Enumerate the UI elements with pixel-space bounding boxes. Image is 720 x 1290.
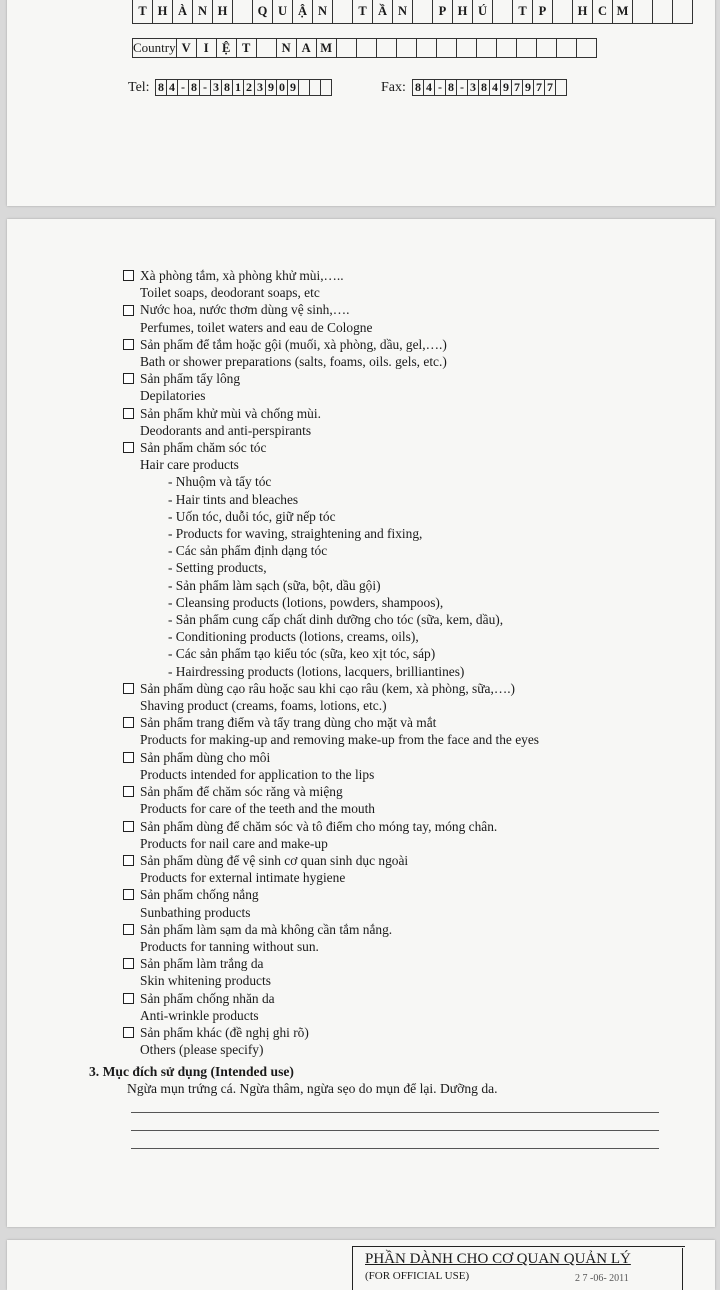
char-cell: 2 bbox=[244, 80, 255, 96]
char-cell bbox=[536, 39, 556, 58]
product-type-vi-row bbox=[123, 749, 693, 766]
product-type-label-en: Products for making-up and removing make-up from the face and the eyes bbox=[140, 732, 539, 748]
char-cell: C bbox=[593, 0, 613, 24]
char-cell bbox=[653, 0, 673, 24]
checkbox-icon[interactable] bbox=[123, 924, 134, 935]
product-type-item bbox=[123, 301, 693, 335]
product-type-item bbox=[123, 336, 693, 370]
product-type-vi-row bbox=[123, 680, 693, 697]
product-type-label-en: Products intended for application to the lips bbox=[140, 766, 375, 782]
char-cell: T bbox=[236, 39, 256, 58]
product-type-item bbox=[123, 370, 693, 404]
product-type-vi-row bbox=[123, 886, 693, 903]
product-type-item bbox=[123, 990, 693, 1024]
product-type-label-en: Hair care products bbox=[140, 457, 239, 473]
char-cell: À bbox=[173, 0, 193, 24]
product-type-label-en: Products for nail care and make-up bbox=[140, 835, 328, 851]
product-type-vi-row bbox=[123, 1024, 693, 1041]
product-type-label-en: Perfumes, toilet waters and eau de Cologne bbox=[140, 319, 373, 335]
product-type-label-en: Shaving product (creams, foams, lotions, etc.) bbox=[140, 698, 387, 714]
char-cell bbox=[496, 39, 516, 58]
blank-line bbox=[131, 1130, 659, 1131]
product-type-item bbox=[123, 714, 693, 748]
char-cell: H bbox=[573, 0, 593, 24]
product-type-vi-row bbox=[123, 783, 693, 800]
product-type-label-vi: Sản phẩm khác (đề nghị ghi rõ) bbox=[140, 1024, 309, 1040]
char-cell: P bbox=[533, 0, 553, 24]
product-type-label-vi: Sản phẩm khử mùi và chống mùi. bbox=[140, 405, 321, 421]
char-cell: 8 bbox=[413, 80, 424, 96]
checkbox-icon[interactable] bbox=[123, 270, 134, 281]
product-type-vi-row bbox=[123, 301, 693, 318]
char-cell: H bbox=[453, 0, 473, 24]
box-edge bbox=[682, 1248, 683, 1290]
section-3-title: 3. Mục đích sử dụng (Intended use) bbox=[89, 1064, 294, 1079]
checkbox-icon[interactable] bbox=[123, 408, 134, 419]
product-type-label-en: Products for external intimate hygiene bbox=[140, 870, 346, 886]
product-type-label-vi: Sản phẩm để chăm sóc răng và miệng bbox=[140, 784, 343, 800]
char-cell: Q bbox=[253, 0, 273, 24]
checkbox-icon[interactable] bbox=[123, 889, 134, 900]
product-type-item bbox=[123, 439, 693, 680]
char-cell bbox=[556, 39, 576, 58]
fax-boxes bbox=[412, 79, 567, 96]
char-cell bbox=[516, 39, 536, 58]
product-type-label-en: Sunbathing products bbox=[140, 904, 251, 920]
char-cell: - bbox=[200, 80, 211, 96]
char-cell bbox=[336, 39, 356, 58]
product-type-item bbox=[123, 405, 693, 439]
char-cell: 9 bbox=[266, 80, 277, 96]
subtype-line: - Các sản phẩm định dạng tóc bbox=[168, 543, 328, 559]
product-type-vi-row bbox=[123, 439, 693, 456]
char-cell: 8 bbox=[446, 80, 457, 96]
subtype-line: - Cleansing products (lotions, powders, shampoos), bbox=[168, 594, 444, 610]
product-type-item bbox=[123, 749, 693, 783]
checkbox-icon[interactable] bbox=[123, 1027, 134, 1038]
checkbox-icon[interactable] bbox=[123, 305, 134, 316]
hair-care-subtypes bbox=[123, 473, 693, 679]
char-cell: I bbox=[196, 39, 216, 58]
char-cell bbox=[299, 80, 310, 96]
subtype-line: - Sản phẩm làm sạch (sữa, bột, dầu gội) bbox=[168, 577, 381, 593]
char-cell bbox=[476, 39, 496, 58]
product-type-vi-row bbox=[123, 990, 693, 1007]
product-type-label-vi: Sản phẩm tẩy lông bbox=[140, 371, 241, 387]
char-cell: P bbox=[433, 0, 453, 24]
char-cell bbox=[436, 39, 456, 58]
char-cell: 8 bbox=[156, 80, 167, 96]
checkbox-icon[interactable] bbox=[123, 717, 134, 728]
subtype-line: - Hair tints and bleaches bbox=[168, 491, 299, 507]
char-cell: Ầ bbox=[373, 0, 393, 24]
product-type-label-vi: Sản phẩm dùng để vệ sinh cơ quan sinh dục ngoài bbox=[140, 852, 409, 868]
char-cell: 4 bbox=[167, 80, 178, 96]
char-cell: H bbox=[153, 0, 173, 24]
char-cell bbox=[256, 39, 276, 58]
char-cell: 8 bbox=[479, 80, 490, 96]
char-cell bbox=[413, 0, 433, 24]
product-type-vi-row bbox=[123, 370, 693, 387]
product-type-label-vi: Xà phòng tắm, xà phòng khử mùi,….. bbox=[140, 268, 344, 283]
char-cell bbox=[456, 39, 476, 58]
product-type-item bbox=[123, 818, 693, 852]
char-cell: 8 bbox=[222, 80, 233, 96]
form-page-top bbox=[7, 0, 715, 206]
product-type-item bbox=[123, 1024, 693, 1058]
char-cell bbox=[333, 0, 353, 24]
char-cell: T bbox=[133, 0, 153, 24]
product-type-label-vi: Sản phẩm chăm sóc tóc bbox=[140, 440, 267, 456]
product-type-label-en: Others (please specify) bbox=[140, 1042, 264, 1058]
product-type-label-en: Depilatories bbox=[140, 388, 206, 404]
char-cell: 0 bbox=[277, 80, 288, 96]
product-type-label-vi: Sản phẩm làm trắng da bbox=[140, 956, 264, 972]
char-cell bbox=[310, 80, 321, 96]
char-cell: Ậ bbox=[293, 0, 313, 24]
tel-label: Tel: bbox=[128, 80, 150, 95]
subtype-line: - Nhuộm và tẩy tóc bbox=[168, 474, 272, 490]
checkbox-icon[interactable] bbox=[123, 373, 134, 384]
product-type-label-vi: Sản phẩm để tắm hoặc gội (muối, xà phòng, dầu, gel,….) bbox=[140, 336, 447, 352]
char-cell bbox=[633, 0, 653, 24]
char-cell bbox=[673, 0, 693, 24]
product-type-label-en: Bath or shower preparations (salts, foams, oils. gels, etc.) bbox=[140, 354, 447, 370]
subtype-line: - Hairdressing products (lotions, lacquers, brilliantines) bbox=[168, 663, 465, 679]
char-cell bbox=[396, 39, 416, 58]
product-type-vi-row bbox=[123, 955, 693, 972]
char-cell bbox=[576, 39, 596, 58]
product-type-label-en: Anti-wrinkle products bbox=[140, 1007, 259, 1023]
char-cell: 7 bbox=[545, 80, 556, 96]
product-type-vi-row bbox=[123, 921, 693, 938]
checkbox-icon[interactable] bbox=[123, 958, 134, 969]
char-cell bbox=[376, 39, 396, 58]
subtype-line: - Uốn tóc, duỗi tóc, giữ nếp tóc bbox=[168, 508, 336, 524]
subtype-line: - Sản phẩm cung cấp chất dinh dưỡng cho tóc (sữa, kem, dầu), bbox=[168, 612, 504, 628]
subtype-line: - Conditioning products (lotions, creams, oils), bbox=[168, 629, 419, 645]
char-cell: 3 bbox=[255, 80, 266, 96]
char-cell: - bbox=[178, 80, 189, 96]
form-page-bottom bbox=[7, 1240, 715, 1290]
product-type-label-vi: Sản phẩm trang điểm và tẩy trang dùng cho mặt và mắt bbox=[140, 715, 437, 731]
char-cell: 4 bbox=[424, 80, 435, 96]
product-type-label-vi: Nước hoa, nước thơm dùng vệ sinh,…. bbox=[140, 302, 350, 318]
product-type-label-vi: Sản phẩm làm sạm da mà không cần tắm nắng. bbox=[140, 921, 393, 937]
char-cell bbox=[356, 39, 376, 58]
char-cell bbox=[553, 0, 573, 24]
product-type-label-vi: Sản phẩm dùng cạo râu hoặc sau khi cạo râu (kem, xà phòng, sữa,….) bbox=[140, 680, 516, 696]
product-type-label-en: Products for tanning without sun. bbox=[140, 938, 319, 954]
product-type-vi-row bbox=[123, 714, 693, 731]
product-type-vi-row bbox=[123, 267, 693, 284]
product-type-item bbox=[123, 852, 693, 886]
char-cell bbox=[556, 80, 567, 96]
subtype-line: - Products for waving, straightening and fixing, bbox=[168, 526, 423, 542]
checkbox-icon[interactable] bbox=[123, 752, 134, 763]
char-cell: N bbox=[193, 0, 213, 24]
char-cell: H bbox=[213, 0, 233, 24]
product-type-item bbox=[123, 267, 693, 301]
subtype-line: - Setting products, bbox=[168, 560, 267, 576]
char-cell: - bbox=[457, 80, 468, 96]
char-cell: 7 bbox=[512, 80, 523, 96]
char-cell: N bbox=[393, 0, 413, 24]
product-type-item bbox=[123, 955, 693, 989]
char-cell: U bbox=[273, 0, 293, 24]
official-use-box bbox=[352, 1246, 685, 1290]
product-type-label-en: Products for care of the teeth and the mouth bbox=[140, 801, 376, 817]
char-cell: Ệ bbox=[216, 39, 236, 58]
char-cell: N bbox=[313, 0, 333, 24]
char-cell bbox=[493, 0, 513, 24]
checkbox-icon[interactable] bbox=[123, 683, 134, 694]
date-stamp: 2 7 -06- 2011 bbox=[575, 1273, 629, 1284]
product-type-label-vi: Sản phẩm chống nắng bbox=[140, 887, 259, 903]
product-type-item bbox=[123, 921, 693, 955]
product-type-vi-row bbox=[123, 852, 693, 869]
char-cell: V bbox=[176, 39, 196, 58]
checkbox-icon[interactable] bbox=[123, 821, 134, 832]
product-type-vi-row bbox=[123, 336, 693, 353]
intended-use-text: Ngừa mụn trứng cá. Ngừa thâm, ngừa sẹo do mụn để lại. Dưỡng da. bbox=[127, 1081, 498, 1096]
product-type-label-vi: Sản phẩm dùng để chăm sóc và tô điểm cho móng tay, móng chân. bbox=[140, 818, 498, 834]
product-type-item bbox=[123, 680, 693, 714]
product-type-vi-row bbox=[123, 405, 693, 422]
product-type-label-vi: Sản phẩm chống nhăn da bbox=[140, 990, 275, 1006]
char-cell: 8 bbox=[189, 80, 200, 96]
char-cell: A bbox=[296, 39, 316, 58]
checkbox-icon[interactable] bbox=[123, 855, 134, 866]
char-cell: M bbox=[316, 39, 336, 58]
country-row bbox=[132, 38, 597, 58]
blank-line bbox=[131, 1112, 659, 1113]
official-use-title: PHẦN DÀNH CHO CƠ QUAN QUẢN LÝ bbox=[365, 1251, 631, 1267]
fax-label: Fax: bbox=[381, 80, 406, 95]
checkbox-icon[interactable] bbox=[123, 993, 134, 1004]
char-cell: M bbox=[613, 0, 633, 24]
product-type-label-en: Toilet soaps, deodorant soaps, etc bbox=[140, 285, 320, 301]
product-type-item bbox=[123, 783, 693, 817]
checkbox-icon[interactable] bbox=[123, 339, 134, 350]
char-cell: 1 bbox=[233, 80, 244, 96]
char-cell: 9 bbox=[523, 80, 534, 96]
product-type-label-en: Skin whitening products bbox=[140, 973, 271, 989]
product-type-label-en: Deodorants and anti-perspirants bbox=[140, 422, 312, 438]
char-cell: T bbox=[513, 0, 533, 24]
form-page-product-types bbox=[7, 219, 715, 1227]
char-cell: 9 bbox=[501, 80, 512, 96]
char-cell: N bbox=[276, 39, 296, 58]
blank-line bbox=[131, 1148, 659, 1149]
char-cell: 3 bbox=[211, 80, 222, 96]
char-cell: 4 bbox=[490, 80, 501, 96]
char-cell bbox=[416, 39, 436, 58]
subtype-line: - Các sản phẩm tạo kiểu tóc (sữa, keo xịt tóc, sáp) bbox=[168, 646, 436, 662]
char-cell: 9 bbox=[288, 80, 299, 96]
country-label: Country bbox=[133, 39, 177, 58]
char-cell bbox=[233, 0, 253, 24]
char-cell: 7 bbox=[534, 80, 545, 96]
char-cell bbox=[321, 80, 332, 96]
product-type-list bbox=[123, 267, 693, 1058]
address-city-row bbox=[132, 0, 693, 24]
char-cell: T bbox=[353, 0, 373, 24]
product-type-label-vi: Sản phẩm dùng cho môi bbox=[140, 749, 271, 765]
char-cell: Ú bbox=[473, 0, 493, 24]
product-type-item bbox=[123, 886, 693, 920]
product-type-vi-row bbox=[123, 818, 693, 835]
official-use-subtitle: (FOR OFFICIAL USE) bbox=[365, 1270, 470, 1282]
char-cell: - bbox=[435, 80, 446, 96]
tel-boxes bbox=[155, 79, 332, 96]
checkbox-icon[interactable] bbox=[123, 442, 134, 453]
checkbox-icon[interactable] bbox=[123, 786, 134, 797]
char-cell: 3 bbox=[468, 80, 479, 96]
